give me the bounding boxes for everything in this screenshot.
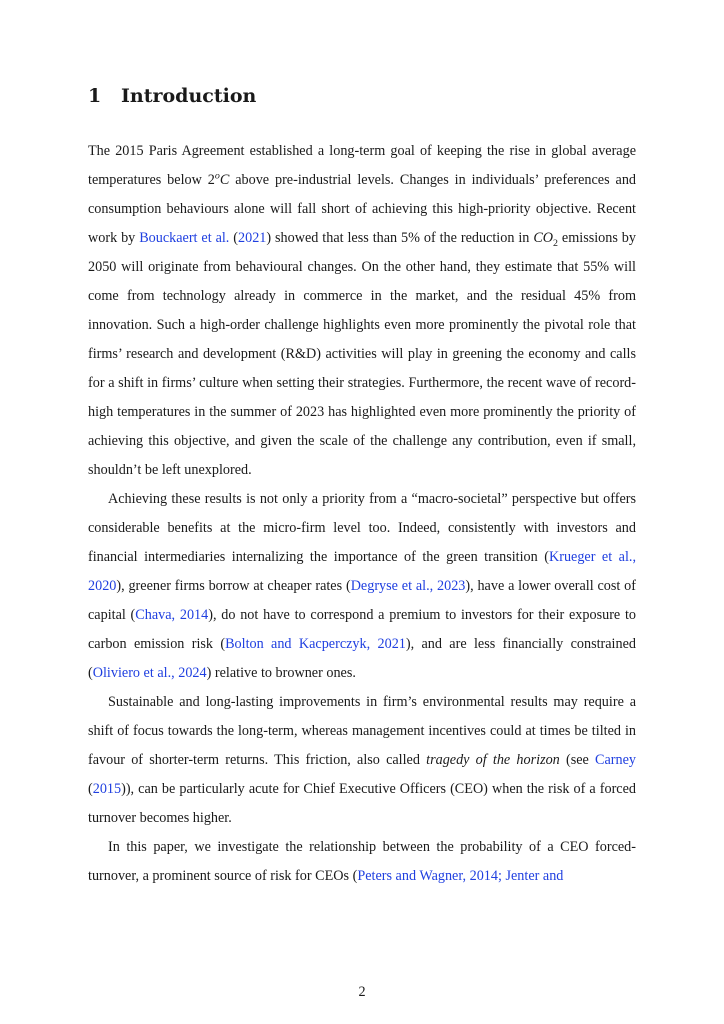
emphasis-text: CO [533, 230, 554, 246]
citation-link[interactable]: Krueger et al. [548, 549, 633, 565]
paragraph [88, 485, 636, 688]
page-number: 2 [358, 984, 366, 1000]
text-run: In this paper, we investigate the relationship between the probability of a CEO forced-turnover, a prominent source of risk for CEOs ( [88, 839, 636, 884]
emphasis-text: tragedy of the horizon [426, 752, 560, 768]
citation-link[interactable]: , [366, 636, 378, 652]
text-run: ) showed that less than 5% of the reduction in [266, 230, 534, 246]
text-run: ), do not have to correspond a premium to investors for their exposure to carbon emission risk ( [88, 607, 637, 652]
paragraph [88, 137, 636, 485]
citation-link[interactable]: Oliviero et al. [92, 665, 172, 681]
paragraph [88, 688, 636, 833]
citation-link[interactable]: 2023 [437, 578, 466, 594]
citation-link[interactable]: 2014 [469, 868, 498, 884]
citation-link[interactable]: , [429, 578, 437, 594]
citation-link[interactable]: Chava [135, 607, 172, 623]
citation-link[interactable]: Bouckaert et al. [139, 230, 230, 246]
emphasis-text: C [219, 172, 230, 188]
citation-link[interactable]: 2020 [88, 578, 117, 594]
text-run: Achieving these results is not only a priority from a “macro-societal” perspective but offers considerable benefits at the micro-firm level too. Indeed, consistently with investors and financial intermediaries internalizing the importance of the green transition ( [88, 491, 636, 565]
text-run: ), and are less financially constrained ( [88, 636, 636, 681]
paragraph [88, 833, 636, 891]
citation-link[interactable]: 2014 [179, 607, 209, 623]
citation-link[interactable]: Peters and Wagner [357, 868, 463, 884]
section-title: Introduction [121, 85, 257, 107]
text-run: ( [229, 230, 239, 246]
section-number: 1 [88, 85, 102, 107]
text-run: ) relative to browner ones. [206, 665, 356, 681]
subscript: 2 [553, 237, 558, 249]
citation-link[interactable]: Bolton and Kacperczyk [225, 636, 367, 652]
citation-link[interactable]: Degryse et al. [350, 578, 430, 594]
citation-link[interactable]: 2021 [238, 230, 267, 246]
text-run: ), greener firms borrow at cheaper rates ( [116, 578, 351, 594]
citation-link[interactable]: , [171, 665, 179, 681]
section-heading [88, 82, 256, 110]
text-run: ), have a lower overall cost of capital ( [88, 578, 637, 623]
text-run: The 2015 Paris Agreement established a long-term goal of keeping the rise in global average temperatures below 2 [88, 143, 636, 188]
text-run: (see [559, 752, 596, 768]
text-run: emissions by 2050 will originate from behavioural changes. On the other hand, they estimate that 55% will come from technology already in commerce in the market, and the residual 45% from innovation. Such a high-order challenge highlights even more prominently the pivotal role that firms’ research and development (R&D) activities will play in greening the economy and calls for a shift in firms’ culture when setting their strategies. Furthermore, the recent wave of record-high temperatures in the summer of 2023 has highlighted even more prominently the priority of achieving this objective, and given the scale of the challenge any contribution, even if small, shouldn’t be left unexplored. [88, 230, 636, 478]
text-run: ( [88, 781, 93, 797]
text-run: )), can be particularly acute for Chief Executive Officers (CEO) when the risk of a forced turnover becomes higher. [88, 781, 636, 826]
text-run: above pre-industrial levels. Changes in individuals’ preferences and consumption behaviours alone will fall short of achieving this high-priority objective. Recent work by [88, 172, 637, 246]
body-text [88, 137, 636, 891]
citation-link[interactable]: 2021 [377, 636, 406, 652]
citation-link[interactable]: 2015 [92, 781, 122, 797]
citation-link[interactable]: 2024 [178, 665, 207, 681]
citation-link[interactable]: Jenter and [505, 868, 564, 884]
text-run: Sustainable and long-lasting improvements in firm’s environmental results may require a shift of focus towards the long-term, whereas management incentives could at times be tilted in favour of shorter-term returns. This friction, also called [88, 694, 636, 768]
citation-link[interactable]: , [171, 607, 180, 623]
citation-link[interactable]: ; [497, 868, 506, 884]
citation-link[interactable]: , [632, 549, 636, 565]
citation-link[interactable]: Carney [595, 752, 636, 768]
citation-link[interactable]: , [462, 868, 470, 884]
superscript: o [214, 170, 220, 182]
